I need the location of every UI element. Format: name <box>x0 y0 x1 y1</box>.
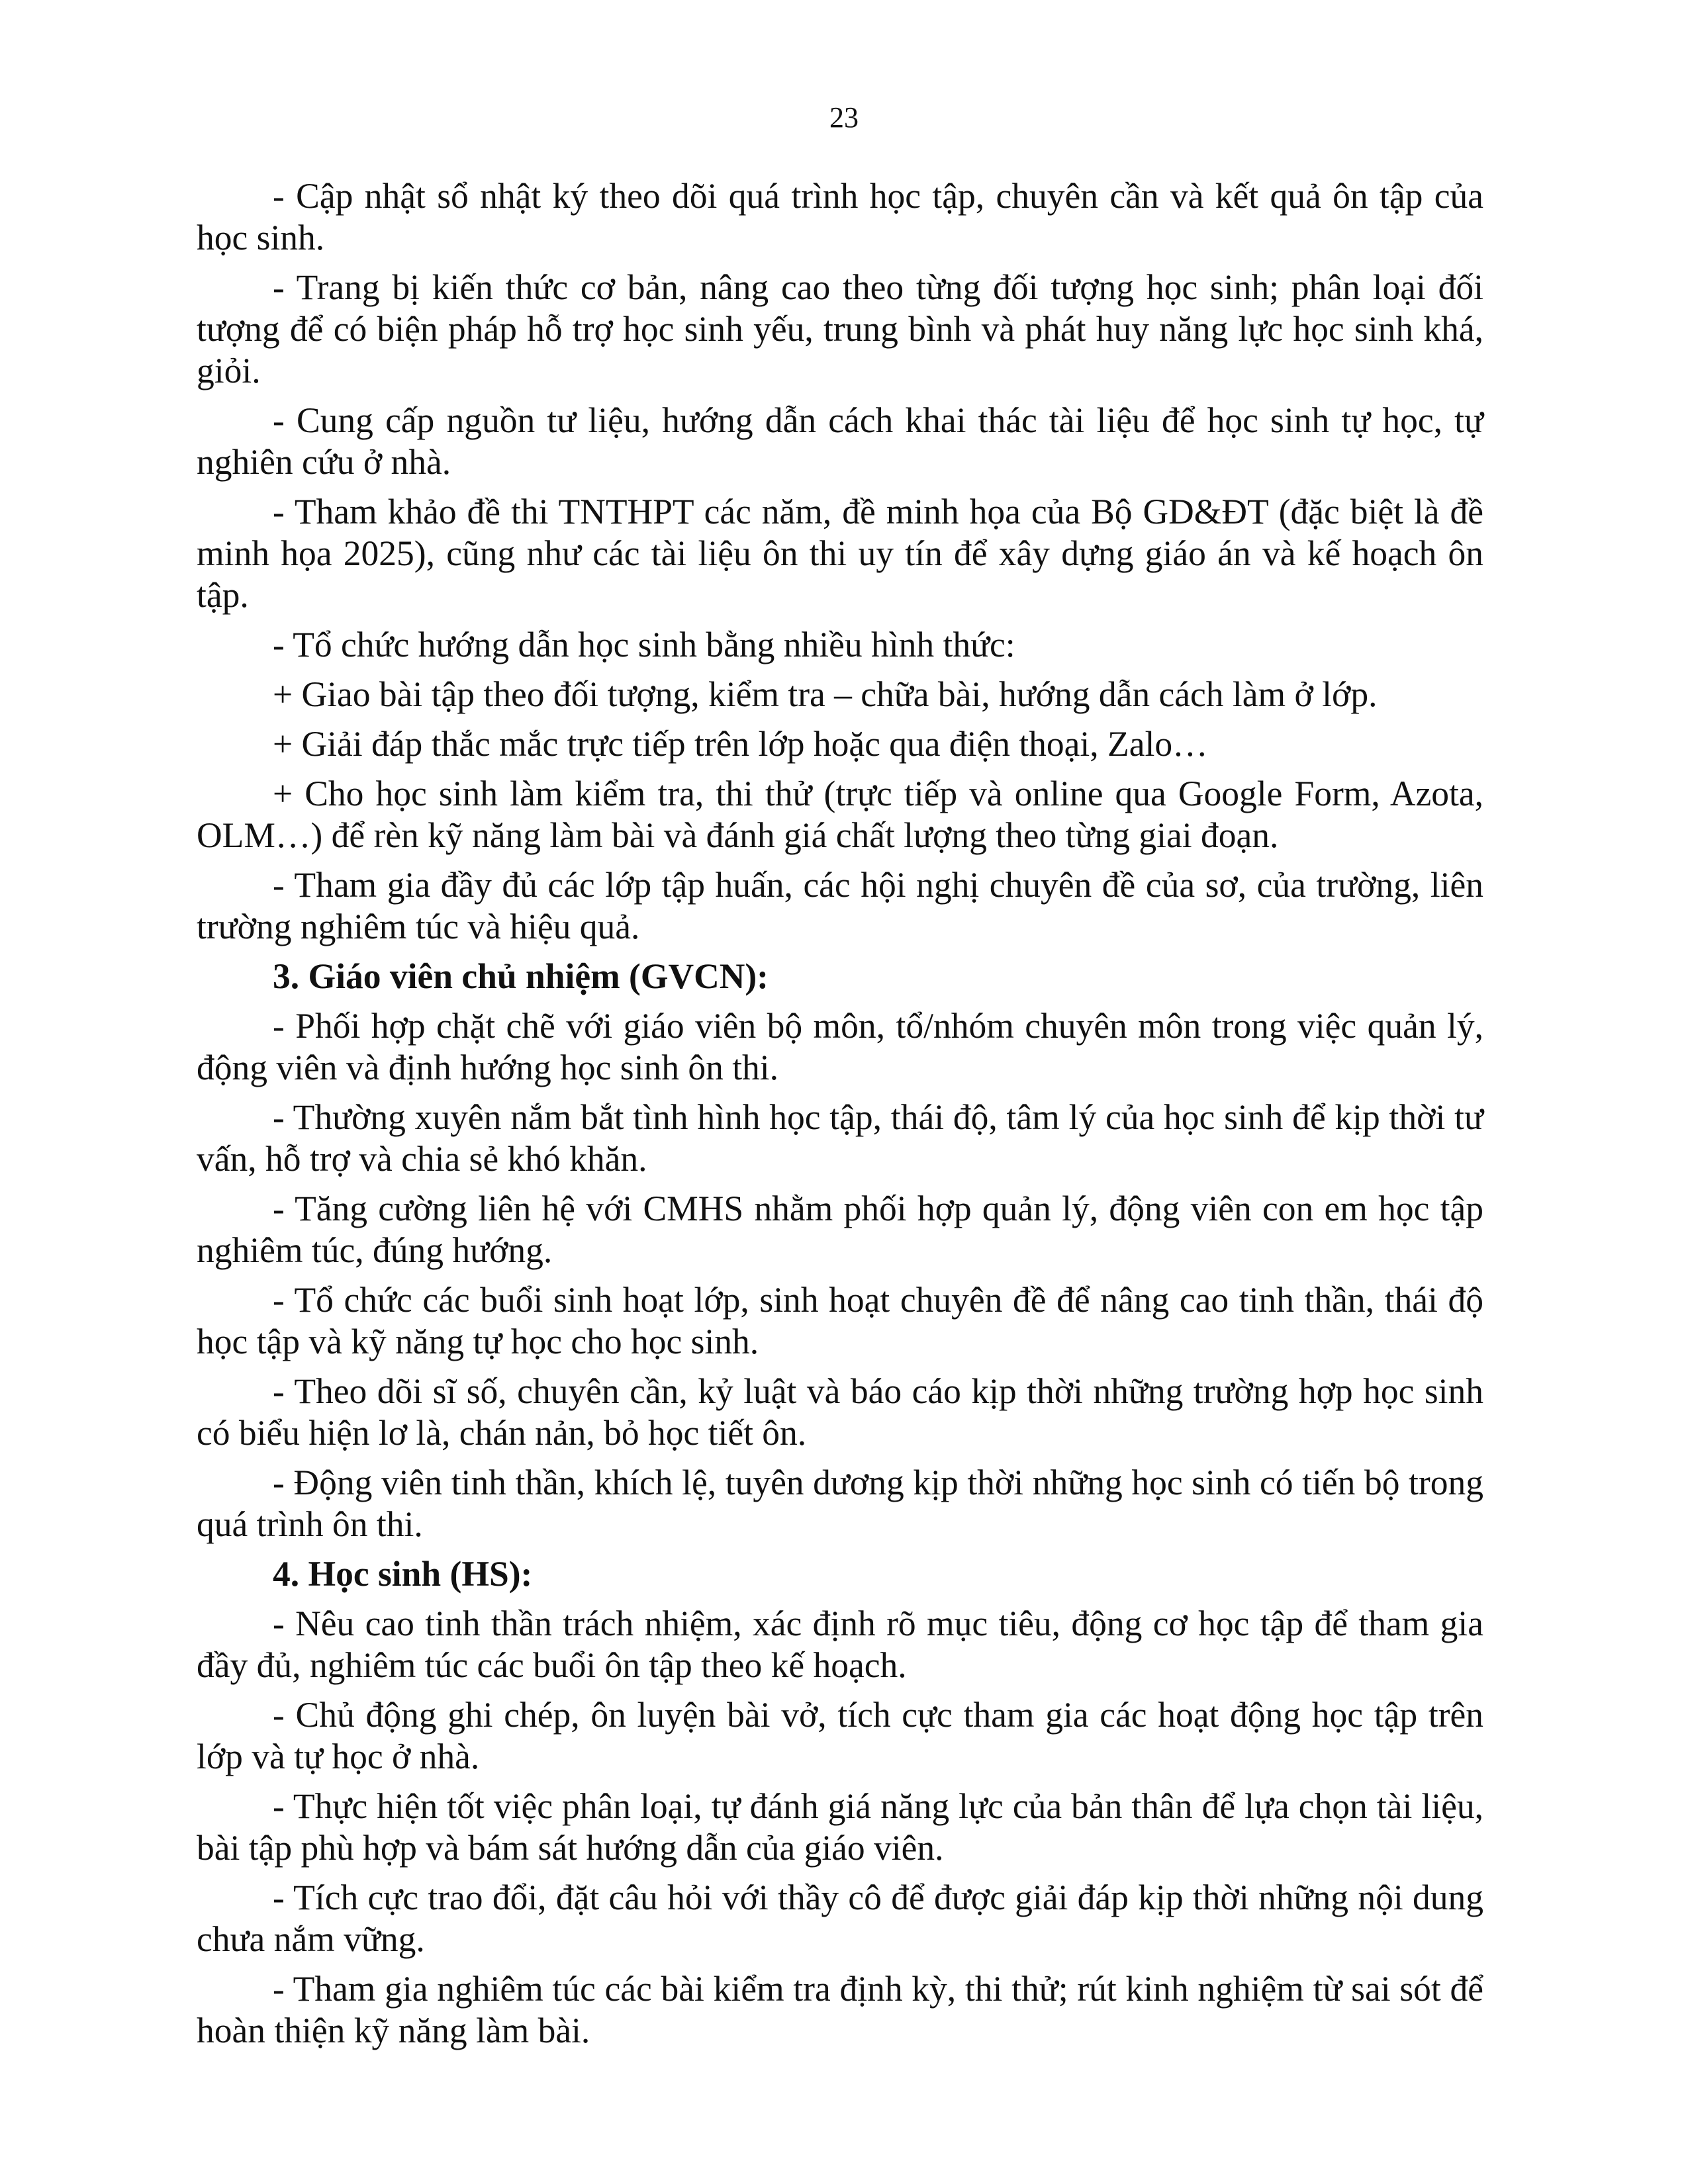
paragraph: - Thường xuyên nắm bắt tình hình học tập, thái độ, tâm lý của học sinh để kịp thời tư vấn, hỗ trợ và chia sẻ khó khăn. <box>197 1097 1483 1179</box>
paragraph: - Chủ động ghi chép, ôn luyện bài vở, tích cực tham gia các hoạt động học tập trên lớp và tự học ở nhà. <box>197 1695 1483 1776</box>
paragraph: - Trang bị kiến thức cơ bản, nâng cao theo từng đối tượng học sinh; phân loại đối tượng để có biện pháp hỗ trợ học sinh yếu, trung bình và phát huy năng lực học sinh khá, giỏi. <box>197 267 1483 390</box>
sub-paragraph: + Cho học sinh làm kiểm tra, thi thử (trực tiếp và online qua Google Form, Azota, OLM…) để rèn kỹ năng làm bài và đánh giá chất lượng theo từng giai đoạn. <box>197 774 1483 855</box>
paragraph: - Tham gia nghiêm túc các bài kiểm tra định kỳ, thi thử; rút kinh nghiệm từ sai sót để hoàn thiện kỹ năng làm bài. <box>197 1969 1483 2050</box>
paragraph: - Theo dõi sĩ số, chuyên cần, kỷ luật và báo cáo kịp thời những trường hợp học sinh có biểu hiện lơ là, chán nản, bỏ học tiết ôn. <box>197 1371 1483 1453</box>
paragraph: - Tham gia đầy đủ các lớp tập huấn, các hội nghị chuyên đề của sơ, của trường, liên trường nghiêm túc và hiệu quả. <box>197 865 1483 946</box>
paragraph: - Động viên tinh thần, khích lệ, tuyên dương kịp thời những học sinh có tiến bộ trong quá trình ôn thi. <box>197 1463 1483 1544</box>
paragraph: - Tăng cường liên hệ với CMHS nhằm phối hợp quản lý, động viên con em học tập nghiêm túc, đúng hướng. <box>197 1189 1483 1270</box>
paragraph: - Cung cấp nguồn tư liệu, hướng dẫn cách khai thác tài liệu để học sinh tự học, tự nghiên cứu ở nhà. <box>197 400 1483 482</box>
page-number: 23 <box>829 101 859 134</box>
sub-paragraph: + Giao bài tập theo đối tượng, kiểm tra – chữa bài, hướng dẫn cách làm ở lớp. <box>273 674 1378 714</box>
paragraph: - Nêu cao tinh thần trách nhiệm, xác định rõ mục tiêu, động cơ học tập để tham gia đầy đủ, nghiêm túc các buổi ôn tập theo kế hoạch. <box>197 1604 1483 1685</box>
section-heading-gvcn: 3. Giáo viên chủ nhiệm (GVCN): <box>273 956 769 996</box>
paragraph: - Tổ chức hướng dẫn học sinh bằng nhiều hình thức: <box>273 625 1015 664</box>
paragraph: - Tích cực trao đổi, đặt câu hỏi với thầy cô để được giải đáp kịp thời những nội dung chưa nắm vững. <box>197 1878 1483 1959</box>
paragraph: - Thực hiện tốt việc phân loại, tự đánh giá năng lực của bản thân để lựa chọn tài liệu, bài tập phù hợp và bám sát hướng dẫn của giáo viên. <box>197 1786 1483 1868</box>
document-body <box>197 175 1483 2060</box>
section-heading-hs: 4. Học sinh (HS): <box>273 1554 533 1594</box>
paragraph: - Phối hợp chặt chẽ với giáo viên bộ môn, tổ/nhóm chuyên môn trong việc quản lý, động viên và định hướng học sinh ôn thi. <box>197 1006 1483 1087</box>
paragraph: - Tham khảo đề thi TNTHPT các năm, đề minh họa của Bộ GD&ĐT (đặc biệt là đề minh họa 2025), cũng như các tài liệu ôn thi uy tín để xây dựng giáo án và kế hoạch ôn tập. <box>197 492 1483 615</box>
paragraph: - Cập nhật sổ nhật ký theo dõi quá trình học tập, chuyên cần và kết quả ôn tập của học sinh. <box>197 176 1483 257</box>
paragraph: - Tổ chức các buổi sinh hoạt lớp, sinh hoạt chuyên đề để nâng cao tinh thần, thái độ học tập và kỹ năng tự học cho học sinh. <box>197 1280 1483 1361</box>
sub-paragraph: + Giải đáp thắc mắc trực tiếp trên lớp hoặc qua điện thoại, Zalo… <box>273 724 1208 764</box>
